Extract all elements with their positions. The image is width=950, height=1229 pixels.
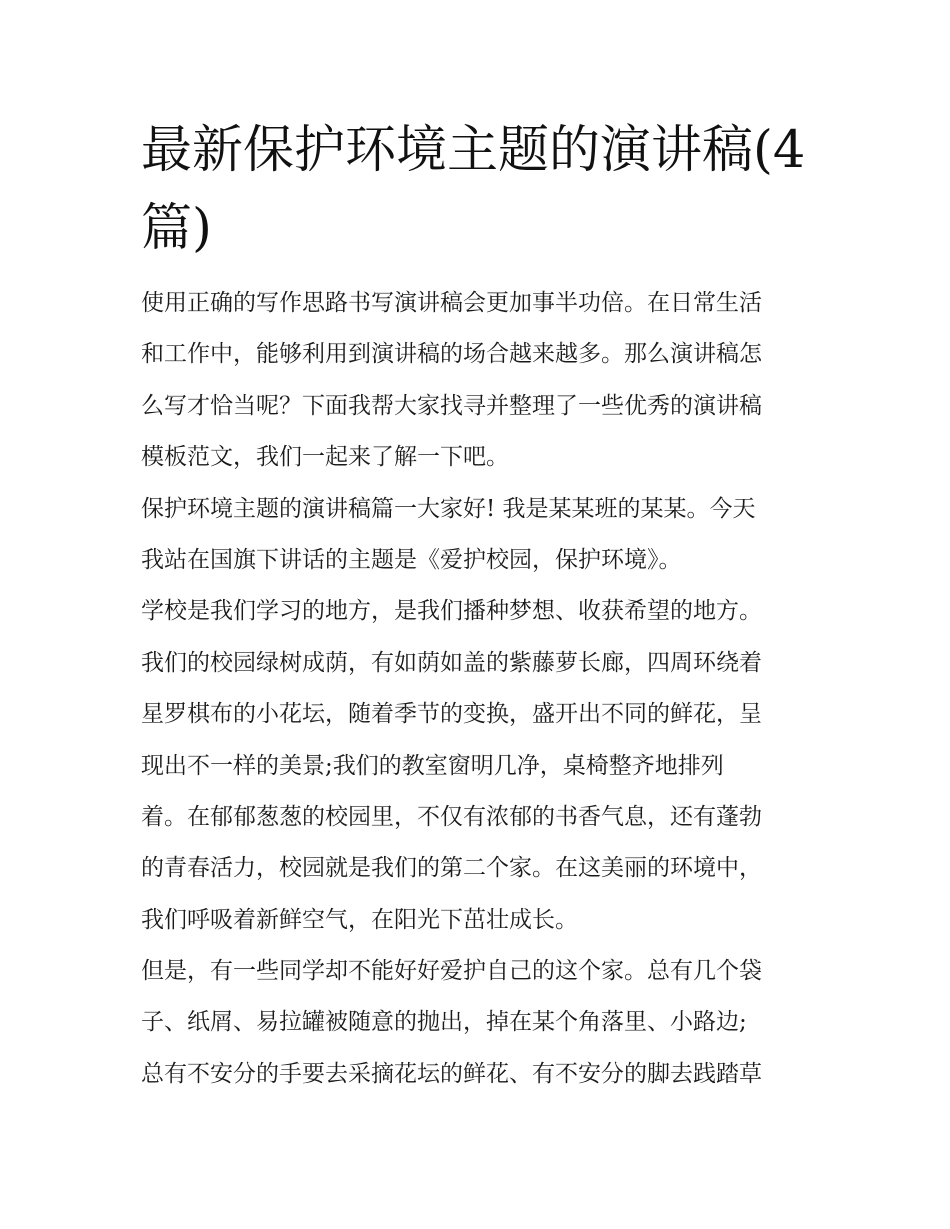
body-line: 保护环境主题的演讲稿篇一大家好! 我是某某班的某某。今天 (141, 495, 756, 522)
body-line: 子、纸屑、易拉罐被随意的抛出，掉在某个角落里、小路边; (141, 1009, 747, 1036)
title-line: 最新保护环境主题的演讲稿(4 (141, 121, 806, 180)
body-line: 我们呼吸着新鲜空气，在阳光下茁壮成长。 (141, 906, 578, 933)
body-line: 总有不安分的手要去采摘花坛的鲜花、有不安分的脚去践踏草 (141, 1060, 762, 1087)
body-line: 的青春活力，校园就是我们的第二个家。在这美丽的环境中， (141, 855, 762, 882)
body-line: 我站在国旗下讲话的主题是《爱护校园，保护环境》。 (141, 546, 682, 573)
page-title (141, 112, 821, 268)
body-line: 我们的校园绿树成荫，有如荫如盖的紫藤萝长廊，四周环绕着 (141, 649, 762, 676)
body-line: 学校是我们学习的地方，是我们播种梦想、收获希望的地方。 (141, 598, 762, 625)
body-line: 模板范文，我们一起来了解一下吧。 (141, 444, 509, 471)
body-line: 着。在郁郁葱葱的校园里，不仅有浓郁的书香气息，还有蓬勃 (141, 803, 762, 830)
body-line: 但是，有一些同学却不能好好爱护自己的这个家。总有几个袋 (141, 958, 762, 985)
body-line: 星罗棋布的小花坛，随着季节的变换，盛开出不同的鲜花，呈 (141, 701, 762, 728)
body-line: 和工作中，能够利用到演讲稿的场合越来越多。那么演讲稿怎 (141, 341, 762, 368)
body-line: 么写才恰当呢？下面我帮大家找寻并整理了一些优秀的演讲稿 (141, 392, 762, 419)
body-line: 使用正确的写作思路书写演讲稿会更加事半功倍。在日常生活 (141, 290, 762, 316)
title-line: 篇) (141, 199, 212, 258)
body-line: 现出不一样的美景;我们的教室窗明几净，桌椅整齐地排列 (141, 752, 724, 779)
body-text (141, 278, 821, 1100)
